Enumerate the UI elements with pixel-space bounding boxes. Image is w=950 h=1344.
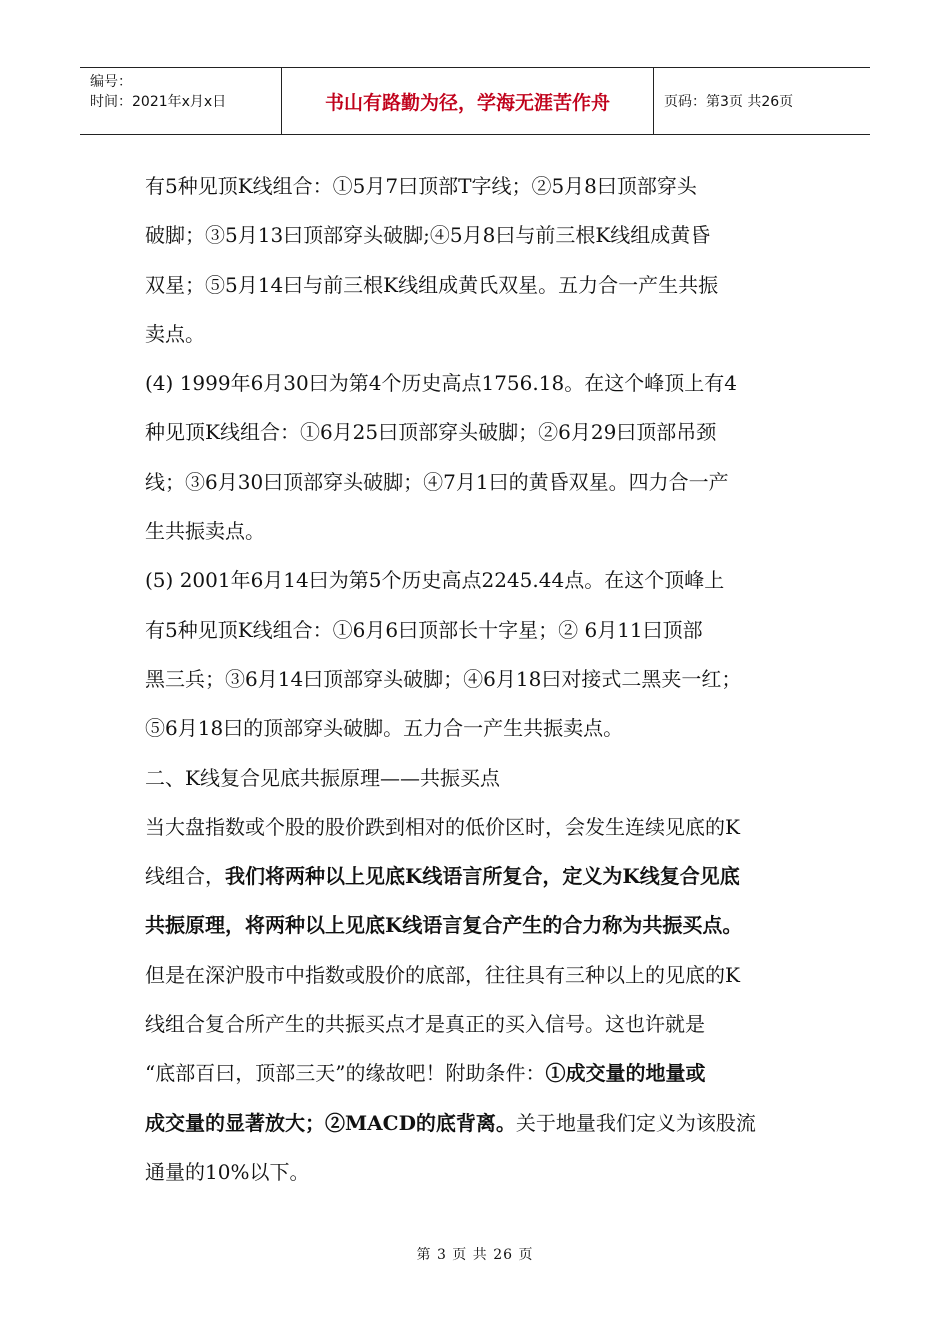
text-segment: 但是在深沪股市中指数或股价的底部，往往具有三种以上的见底的K [145,962,740,987]
text-line [145,1000,817,1049]
number-label: 编号： [90,74,132,90]
text-segment: (4) 1999年6月30曰为第4个历史高点1756.18。在这个峰顶上有4 [145,371,737,396]
text-line [145,606,817,655]
page-header [80,67,870,135]
text-line [145,1049,817,1098]
bold-text-segment: 我们将两种以上见底K线语言所复合，定义为K线复合见底 [225,864,740,889]
text-segment: 破脚；③5月13曰顶部穿头破脚;④5月8曰与前三根K线组成黄昏 [145,223,711,248]
text-line [145,1099,817,1148]
text-line [145,951,817,1000]
text-segment: 线组合， [145,864,225,889]
text-segment: 双星；⑤5月14曰与前三根K线组成黄氏双星。五力合一产生共振 [145,272,719,297]
text-segment: 关于地量我们定义为该股流 [515,1110,756,1135]
text-segment: 线组合复合所产生的共振买点才是真正的买入信号。这也许就是 [145,1012,705,1037]
text-line [145,1148,817,1197]
text-line [145,507,817,556]
text-line [145,852,817,901]
text-segment: (5) 2001年6月14曰为第5个历史高点2245.44点。在这个顶峰上 [145,568,725,593]
page-footer: 第 3 页 共 26 页 [416,1247,534,1263]
text-segment: 种见顶K线组合：①6月25曰顶部穿头破脚；②6月29曰顶部吊颈 [145,420,717,445]
bold-text-segment: 成交量的显著放大；②MACD的底背离。 [145,1110,516,1135]
text-segment: 黑三兵；③6月14曰顶部穿头破脚；④6月18曰对接式二黑夹一红； [145,666,742,691]
header-motto: 书山有路勤为径，学海无涯苦作舟 [282,68,654,134]
text-line [145,754,817,803]
text-line [145,408,817,457]
text-line [145,704,817,753]
text-line [145,458,817,507]
text-line [145,803,817,852]
text-line [145,359,817,408]
text-segment: 有5种见顶K线组合：①5月7曰顶部T字线；②5月8曰顶部穿头 [145,174,697,198]
text-segment: 通量的10%以下。 [145,1159,310,1184]
text-line [145,211,817,260]
text-segment: 二、K线复合见底共振原理——共振买点 [145,765,500,790]
text-segment: 线；③6月30曰顶部穿头破脚；④7月1曰的黄昏双星。四力合一产 [145,469,729,494]
text-line [145,901,817,950]
text-segment: 当大盘指数或个股的股价跌到相对的低价区时，会发生连续见底的K [145,814,740,839]
text-segment: ⑤6月18曰的顶部穿头破脚。五力合一产生共振卖点。 [145,716,624,741]
bold-text-segment: 共振原理，将两种以上见底K线语言复合产生的合力称为共振买点。 [145,913,743,938]
text-segment: 有5种见顶K线组合：①6月6曰顶部长十字星；② 6月11曰顶部 [145,617,703,642]
time-label: 时间：2021年x月x日 [90,94,227,110]
text-segment: 卖点。 [145,321,205,346]
bold-text-segment: ①成交量的地量或 [545,1061,706,1086]
text-line [145,162,817,211]
text-line [145,655,817,704]
document-body [145,162,817,1197]
header-meta [80,68,282,134]
header-page-label: 页码：第3页 共26页 [664,94,794,110]
text-line [145,556,817,605]
text-segment: 生共振卖点。 [145,519,265,544]
text-line [145,310,817,359]
text-segment: “底部百曰，顶部三天”的缘故吧！附助条件： [145,1061,546,1086]
text-line [145,261,817,310]
